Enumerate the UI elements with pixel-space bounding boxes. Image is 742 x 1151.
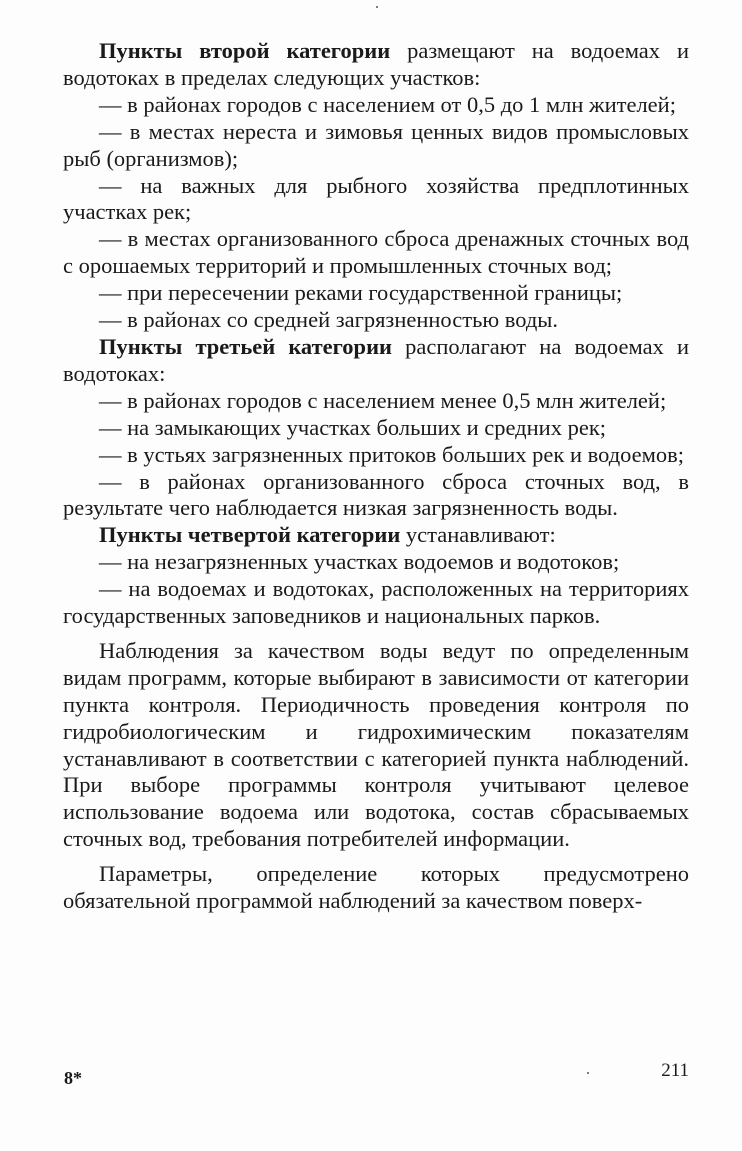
list-item: — при пересечении реками государственной границы; — [99, 280, 623, 306]
list-item: — в районах организованного сброса сточных вод, в результате чего наблюдается низкая загрязненность воды. — [63, 468, 689, 521]
list-item: — в местах организованного сброса дренажных сточных вод с орошаемых территорий и промышленных сточных вод; — [63, 226, 689, 279]
heading-fourth-category: Пункты четвертой категории — [99, 522, 401, 548]
print-speck — [376, 6, 378, 8]
list-item: — на водоемах и водотоках, расположенных на территориях государственных заповедников и национальных парков. — [63, 576, 689, 629]
heading-second-category: Пункты второй категории — [99, 38, 391, 63]
paragraph-parameters: Параметры, определение которых предусмотрено обязательной программой наблюдений за качеством поверх- — [63, 861, 689, 914]
list-item: — в устьях загрязненных притоков больших рек и водоемов; — [99, 441, 685, 467]
paragraph-fourth-category: Пункты четвертой категории устанавливают: — [99, 522, 556, 548]
list-item: — на важных для рыбного хозяйства предплотинных участках рек; — [63, 172, 689, 225]
list-item: — в районах со средней загрязненностью воды. — [99, 307, 559, 333]
body-text — [63, 38, 689, 915]
paragraph-observations: Наблюдения за качеством воды ведут по определенным видам программ, которые выбирают в зависимости от категории пункта контроля. Периодичность проведения контроля по гидробиологическим и гидрохимическим показателям устанавливают в соответствии с категорией пункта наблюдений. При выборе программы контроля учитывают целевое использование водоема или водотока, состав сбрасываемых сточных вод, требования потребителей информации. — [63, 637, 689, 852]
paragraph-second-category: Пункты второй категории размещают на водоемах и водотоках в пределах следующих участков: — [63, 38, 689, 90]
list-item: — в районах городов с населением от 0,5 до 1 млн жителей; — [99, 91, 676, 117]
list-item: — на незагрязненных участках водоемов и водотоков; — [99, 549, 620, 575]
list-item: — в районах городов с населением менее 0,5 млн жителей; — [99, 387, 667, 413]
print-speck — [587, 1072, 589, 1074]
page-number: 211 — [661, 1060, 689, 1081]
paragraph-third-category: Пункты третьей категории располагают на водоемах и водотоках: — [63, 333, 689, 386]
heading-third-category: Пункты третьей категории — [99, 333, 392, 359]
list-item: — в местах нереста и зимовья ценных видов промысловых рыб (организмов); — [63, 118, 689, 171]
list-item: — на замыкающих участках больших и средних рек; — [99, 414, 607, 440]
signature-mark: 8* — [64, 1068, 82, 1088]
